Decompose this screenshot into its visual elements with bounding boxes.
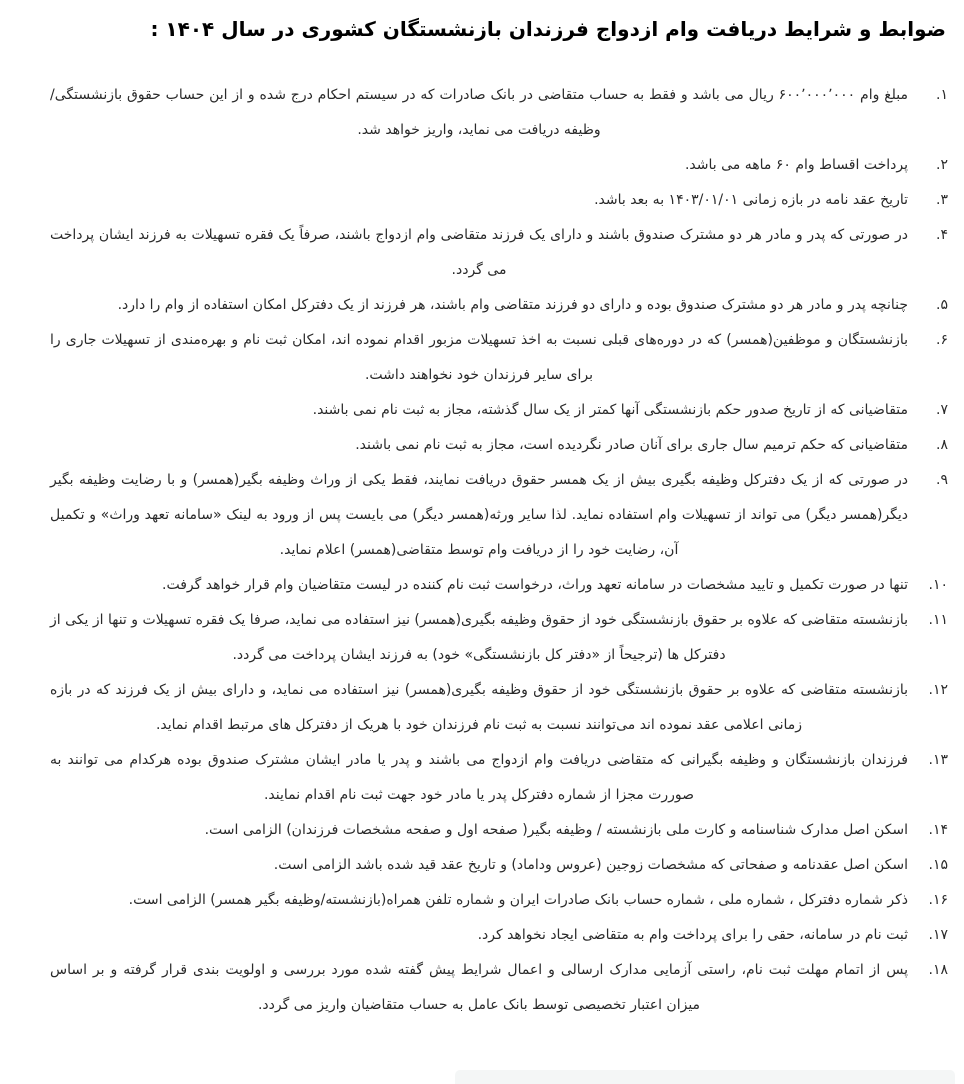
item-text: ذکر شماره دفترکل ، شماره ملی ، شماره حساب بانک صادرات ایران و شماره تلفن همراه(بازنشسته/وظیفه بگیر همسر) الزامی است. xyxy=(128,892,908,908)
item-number: ۶. xyxy=(936,332,948,348)
list-item xyxy=(50,603,948,673)
list-item xyxy=(50,918,948,953)
item-number: ۹. xyxy=(936,472,948,488)
item-number: ۱۴. xyxy=(928,822,948,838)
item-text: متقاضیانی که حکم ترمیم سال جاری برای آنان صادر نگردیده است، مجاز به ثبت نام نمی باشند. xyxy=(355,437,908,453)
item-number: ۱۶. xyxy=(928,892,948,908)
item-text: مبلغ وام ۶۰۰٬۰۰۰٬۰۰۰ ریال می باشد و فقط به حساب متقاضی در بانک صادرات که در سیستم احکام درج شده و از این حساب حقوق بازنشستگی/ وظیفه دریافت می نماید، واریز خواهد شد. xyxy=(50,87,909,138)
item-number: ۳. xyxy=(936,192,948,208)
item-number: ۷. xyxy=(936,402,948,418)
item-number: ۱۱. xyxy=(928,612,948,628)
list-item xyxy=(50,883,948,918)
list-item xyxy=(50,463,948,568)
list-item xyxy=(50,288,948,323)
item-text: تاریخ عقد نامه در بازه زمانی ۱۴۰۳/۰۱/۰۱ به بعد باشد. xyxy=(594,192,908,208)
item-text: فرزندان بازنشستگان و وظیفه بگیرانی که متقاضی دریافت وام ازدواج می باشند و پدر یا مادر ایشان مشترک صندوق بوده هرکدام می توانند به صوررت مجزا از شماره دفترکل پدر یا مادر خود جهت ثبت نام اقدام نمایند. xyxy=(50,752,908,803)
list-item xyxy=(50,673,948,743)
list-item xyxy=(50,428,948,463)
item-number: ۱. xyxy=(936,87,948,103)
list-item xyxy=(50,218,948,288)
item-number: ۱۰. xyxy=(928,577,948,593)
item-number: ۲. xyxy=(936,157,948,173)
item-text: پرداخت اقساط وام ۶۰ ماهه می باشد. xyxy=(684,157,908,173)
item-number: ۱۸. xyxy=(928,962,948,978)
list-item xyxy=(50,393,948,428)
item-text: اسکن اصل مدارک شناسنامه و کارت ملی بازنشسته / وظیفه بگیر( صفحه اول و صفحه مشخصات فرزندان) الزامی است. xyxy=(204,822,908,838)
item-text: در صورتی که از یک دفترکل وظیفه بگیری بیش از یک همسر حقوق دریافت نمایند، فقط یکی از وراث وظیفه بگیر(همسر) و با رضایت وظیفه بگیر دیگر(همسر دیگر) می تواند از تسهیلات وام استفاده نماید. لذا سایر ورثه(همسر دیگر) می بایست پس از ورود به لینک «سامانه تعهد وراث» و تکمیل آن، رضایت خود را از دریافت وام توسط متقاضی(همسر) اعلام نماید. xyxy=(50,472,908,558)
list-item xyxy=(50,183,948,218)
list-item xyxy=(50,813,948,848)
item-number: ۵. xyxy=(936,297,948,313)
list-item xyxy=(50,743,948,813)
item-text: چنانچه پدر و مادر هر دو مشترک صندوق بوده و دارای دو فرزند متقاضی وام باشند، هر فرزند از یک دفترکل امکان استفاده از وام را دارد. xyxy=(117,297,908,313)
item-text: در صورتی که پدر و مادر هر دو مشترک صندوق باشند و دارای یک فرزند متقاضی وام ازدواج باشند، صرفاً یک فقره تسهیلات به فرزند ایشان پرداخت می گردد. xyxy=(50,227,908,278)
item-number: ۸. xyxy=(936,437,948,453)
list-item xyxy=(50,78,948,148)
item-number: ۴. xyxy=(936,227,948,243)
list-item xyxy=(50,568,948,603)
item-number: ۱۳. xyxy=(928,752,948,768)
list-item xyxy=(50,148,948,183)
item-text: بازنشسته متقاضی که علاوه بر حقوق بازنشستگی خود از حقوق وظیفه بگیری(همسر) نیز استفاده می نماید، و دارای بیش از یک فرزند که در بازه زمانی اعلامی عقد نموده اند می‌توانند نسبت به ثبت نام فرزندان خود با هریک از دفترکل های مرتبط اقدام نماید. xyxy=(50,682,908,733)
terms-list xyxy=(50,78,948,1023)
item-text: بازنشسته متقاضی که علاوه بر حقوق بازنشستگی خود از حقوق وظیفه بگیری(همسر) نیز استفاده می نماید، صرفا یک فقره تسهیلات و تنها از یکی از دفترکل ها (ترجیحاً از «دفتر کل بازنشستگی» خود) به فرزند ایشان پرداخت می گردد. xyxy=(50,612,908,663)
item-text: تنها در صورت تکمیل و تایید مشخصات در سامانه تعهد وراث، درخواست ثبت نام کننده در لیست متقاضیان وام قرار خواهد گرفت. xyxy=(162,577,908,593)
item-text: ثبت نام در سامانه، حقی را برای پرداخت وام به متقاضی ایجاد نخواهد کرد. xyxy=(477,927,908,943)
item-text: پس از اتمام مهلت ثبت نام، راستی آزمایی مدارک ارسالی و اعمال شرایط پیش گفته شده مورد بررسی و اولویت بندی قرار گرفته و بر اساس میزان اعتبار تخصیصی توسط بانک عامل به حساب متقاضیان واریز می گردد. xyxy=(50,962,908,1013)
item-text: اسکن اصل عقدنامه و صفحاتی که مشخصات زوجین (عروس وداماد) و تاریخ عقد قید شده باشد الزامی است. xyxy=(273,857,908,873)
list-item xyxy=(50,848,948,883)
item-number: ۱۵. xyxy=(928,857,948,873)
bottom-cutoff-element xyxy=(455,1070,955,1084)
item-number: ۱۷. xyxy=(928,927,948,943)
list-item xyxy=(50,953,948,1023)
page-title: ضوابط و شرایط دریافت وام ازدواج فرزندان بازنشستگان کشوری در سال ۱۴۰۴ : xyxy=(150,17,946,41)
item-text: بازنشستگان و موظفین(همسر) که در دوره‌های قبلی نسبت به اخذ تسهیلات مزبور اقدام نموده اند، امکان ثبت نام و بهره‌مندی از تسهیلات جاری را برای سایر فرزندان خود نخواهند داشت. xyxy=(50,332,908,383)
item-number: ۱۲. xyxy=(928,682,948,698)
list-item xyxy=(50,323,948,393)
item-text: متقاضیانی که از تاریخ صدور حکم بازنشستگی آنها کمتر از یک سال گذشته، مجاز به ثبت نام نمی باشند. xyxy=(312,402,908,418)
